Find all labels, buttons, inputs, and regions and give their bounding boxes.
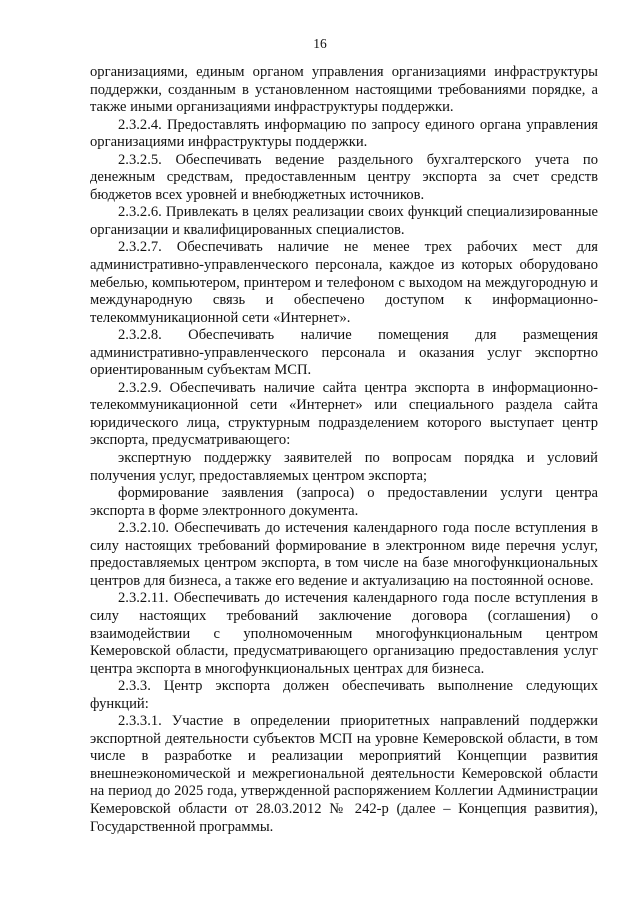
paragraph-2-3-2-8: 2.3.2.8. Обеспечивать наличие помещения для размещения административно-управленческого персонала и оказания услуг экспортно ориентированным субъектам МСП.: [90, 327, 598, 379]
paragraph-2-3-2-5: 2.3.2.5. Обеспечивать ведение раздельного бухгалтерского учета по денежным средствам, предоставленным центру экспорта за счет средств бюджетов всех уровней и внебюджетных источников.: [90, 151, 598, 203]
paragraph-2-3-2-11: 2.3.2.11. Обеспечивать до истечения календарного года после вступления в силу настоящих требований заключение договора (соглашения) о взаимодействии с уполномоченным многофункциональным центром Кемеровской области, предусматривающего организацию предоставления услуг центра экспорта в многофункциональных центрах для бизнеса.: [90, 590, 598, 677]
page-number: 16: [313, 36, 327, 51]
paragraph-2-3-3: 2.3.3. Центр экспорта должен обеспечивать выполнение следующих функций:: [90, 678, 598, 712]
paragraph-2-3-2-9: 2.3.2.9. Обеспечивать наличие сайта центра экспорта в информационно-телекоммуникационной сети «Интернет» или специального раздела сайта юридического лица, структурным подразделением которого выступает центр экспорта, предусматривающего:: [90, 379, 598, 449]
paragraph-continuation: организациями, единым органом управления организациями инфраструктуры поддержки, созданным в установленном настоящими требованиями порядке, а также иными организациями инфраструктуры поддержки.: [90, 64, 598, 116]
paragraph-2-3-2-10: 2.3.2.10. Обеспечивать до истечения календарного года после вступления в силу настоящих требований формирование в электронном виде перечня услуг, предоставляемых центром экспорта, в том числе на базе многофункциональных центров для бизнеса, а также его ведение и актуализацию на постоянной основе.: [90, 520, 598, 589]
paragraph-2-3-2-4: 2.3.2.4. Предоставлять информацию по запросу единого органа управления организациями инфраструктуры поддержки.: [90, 116, 598, 151]
paragraph-expert-support: экспертную поддержку заявителей по вопросам порядка и условий получения услуг, предоставляемых центром экспорта;: [90, 450, 598, 484]
paragraph-application-forming: формирование заявления (запроса) о предоставлении услуги центра экспорта в форме электронного документа.: [90, 485, 598, 519]
document-body: [90, 64, 598, 836]
paragraph-2-3-2-6: 2.3.2.6. Привлекать в целях реализации своих функций специализированные организации и квалифицированных специалистов.: [90, 204, 598, 238]
paragraph-2-3-2-7: 2.3.2.7. Обеспечивать наличие не менее трех рабочих мест для административно-управленческого персонала, каждое из которых оборудовано мебелью, компьютером, принтером и телефоном с выходом на междугородную и международную связь и обеспечено доступом к информационно-телекоммуникационной сети «Интернет».: [90, 239, 598, 326]
paragraph-2-3-3-1: 2.3.3.1. Участие в определении приоритетных направлений поддержки экспортной деятельности субъектов МСП на уровне Кемеровской области, в том числе в разработке и реализации мероприятий Концепции развития внешнеэкономической и межрегиональной деятельности Кемеровской области на период до 2025 года, утвержденной распоряжением Коллегии Администрации Кемеровской области от 28.03.2012 № 242-р (далее – Концепция развития), Государственной программы.: [90, 713, 598, 835]
